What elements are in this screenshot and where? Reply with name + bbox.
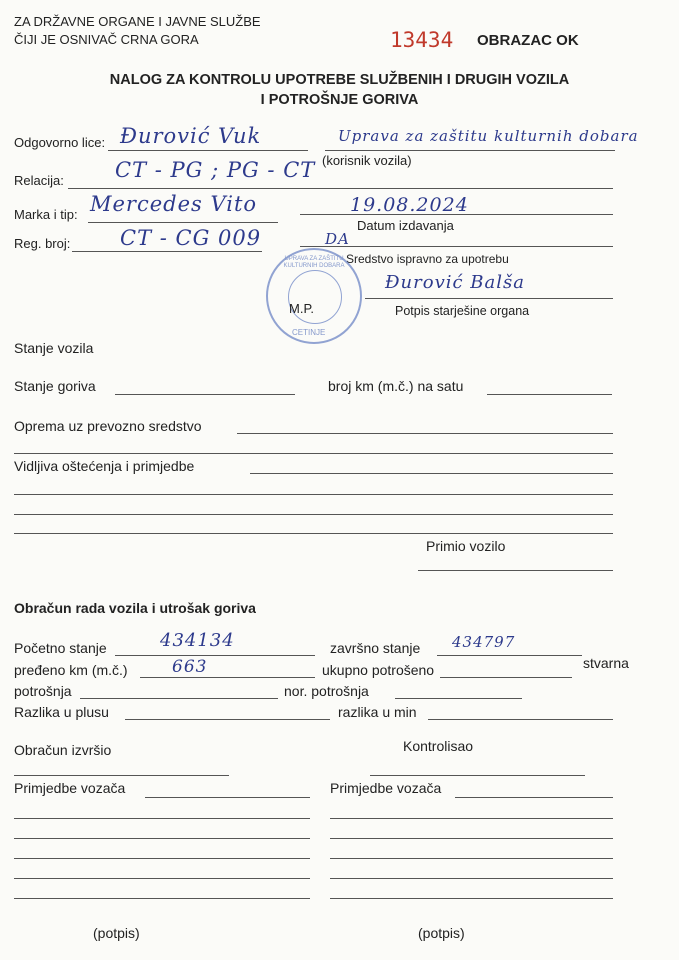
responsible-label: Odgovorno lice: — [14, 135, 106, 150]
calculated-by-line[interactable] — [14, 775, 229, 776]
end-state-line — [437, 655, 582, 656]
minus-difference-line[interactable] — [428, 719, 613, 720]
equipment-line-2[interactable] — [14, 453, 613, 454]
driver-notes-left-line-5[interactable] — [14, 878, 310, 879]
responsible-line — [108, 150, 308, 151]
signature-left-caption: (potpis) — [93, 925, 140, 941]
stamp-top-text: UPRAVA ZA ZAŠTITU KULTURNIH DOBARA — [283, 256, 345, 269]
driver-notes-left-line-3[interactable] — [14, 838, 310, 839]
driver-notes-right-line-5[interactable] — [330, 878, 613, 879]
equipment-line[interactable] — [237, 433, 613, 434]
calculated-by-label: Obračun izvršio — [14, 742, 112, 758]
make-line — [88, 222, 278, 223]
minus-difference-label: razlika u min — [338, 704, 417, 720]
distance-label: pređeno km (m.č.) — [14, 662, 128, 678]
reg-value[interactable]: CT - CG 009 — [120, 226, 262, 250]
odometer-label: broj km (m.č.) na satu — [328, 378, 464, 394]
driver-notes-right-line-1[interactable] — [455, 797, 613, 798]
fuel-state-label: Stanje goriva — [14, 378, 96, 394]
fit-caption: Sredstvo ispravno za upotrebu — [346, 252, 509, 266]
mp-label: M.P. — [289, 301, 315, 316]
serial-number: 13434 — [390, 28, 454, 52]
driver-notes-left-line-4[interactable] — [14, 858, 310, 859]
fuel-state-line[interactable] — [115, 394, 295, 395]
total-consumed-line[interactable] — [440, 677, 572, 678]
reg-line — [72, 251, 262, 252]
damage-line-4[interactable] — [14, 533, 613, 534]
signature-right-caption: (potpis) — [418, 925, 465, 941]
driver-notes-left-label: Primjedbe vozača — [14, 780, 126, 796]
signature-line — [365, 298, 613, 299]
plus-difference-label: Razlika u plusu — [14, 704, 109, 720]
stamp-bottom-text: CETINJE — [292, 328, 326, 337]
user-value[interactable]: Uprava za zaštitu kulturnih dobara — [338, 127, 639, 145]
consumption-line[interactable] — [80, 698, 278, 699]
fit-value[interactable]: DA — [325, 230, 350, 248]
total-consumed-label: ukupno potrošeno — [322, 662, 435, 678]
director-signature[interactable]: Đurović Balša — [385, 272, 525, 293]
consumption-label: potrošnja — [14, 683, 72, 699]
date-value[interactable]: 19.08.2024 — [350, 194, 469, 216]
org-line-1: ZA DRŽAVNE ORGANE I JAVNE SLUŽBE — [14, 14, 261, 29]
damage-line-1[interactable] — [250, 473, 613, 474]
controlled-by-label: Kontrolisao — [403, 738, 474, 754]
org-line-2: ČIJI JE OSNIVAČ CRNA GORA — [14, 32, 199, 47]
user-line — [325, 150, 615, 151]
route-value[interactable]: CT - PG ; PG - CT — [115, 158, 316, 182]
driver-notes-right-line-6[interactable] — [330, 898, 613, 899]
received-vehicle-line[interactable] — [418, 570, 613, 571]
reg-label: Reg. broj: — [14, 236, 71, 251]
end-state-value[interactable]: 434797 — [452, 633, 516, 651]
form-title-line-2: I POTROŠNJE GORIVA — [260, 92, 419, 108]
driver-notes-right-line-4[interactable] — [330, 858, 613, 859]
start-state-label: Početno stanje — [14, 640, 107, 656]
make-value[interactable]: Mercedes Vito — [90, 192, 258, 216]
received-vehicle-label: Primio vozilo — [426, 538, 506, 554]
distance-line — [140, 677, 315, 678]
driver-notes-left-line-2[interactable] — [14, 818, 310, 819]
actual-label: stvarna — [583, 655, 629, 671]
driver-notes-left-line-1[interactable] — [145, 797, 310, 798]
vehicle-state-heading: Stanje vozila — [14, 340, 94, 356]
distance-value[interactable]: 663 — [172, 657, 208, 677]
responsible-value[interactable]: Đurović Vuk — [120, 124, 262, 148]
odometer-line[interactable] — [487, 394, 612, 395]
driver-notes-right-label: Primjedbe vozača — [330, 780, 442, 796]
make-label: Marka i tip: — [14, 207, 78, 222]
equipment-label: Oprema uz prevozno sredstvo — [14, 418, 202, 434]
norm-consumption-line[interactable] — [395, 698, 522, 699]
driver-notes-right-line-3[interactable] — [330, 838, 613, 839]
start-state-line — [115, 655, 315, 656]
calculation-heading: Obračun rada vozila i utrošak goriva — [14, 600, 256, 616]
driver-notes-left-line-6[interactable] — [14, 898, 310, 899]
date-caption: Datum izdavanja — [357, 218, 454, 233]
damage-label: Vidljiva oštećenja i primjedbe — [14, 458, 195, 474]
damage-line-3[interactable] — [14, 514, 613, 515]
user-caption: (korisnik vozila) — [322, 153, 412, 168]
plus-difference-line[interactable] — [125, 719, 330, 720]
driver-notes-right-line-2[interactable] — [330, 818, 613, 819]
route-label: Relacija: — [14, 173, 64, 188]
form-title-line-1: NALOG ZA KONTROLU UPOTREBE SLUŽBENIH I DRUGIH VOZILA — [109, 72, 570, 88]
damage-line-2[interactable] — [14, 494, 613, 495]
norm-consumption-label: nor. potrošnja — [284, 683, 369, 699]
official-stamp — [266, 248, 362, 344]
start-state-value[interactable]: 434134 — [160, 630, 235, 651]
controlled-by-line[interactable] — [370, 775, 585, 776]
form-code: OBRAZAC OK — [477, 32, 579, 49]
end-state-label: završno stanje — [330, 640, 421, 656]
route-line — [68, 188, 613, 189]
signature-caption: Potpis starješine organa — [395, 304, 530, 318]
